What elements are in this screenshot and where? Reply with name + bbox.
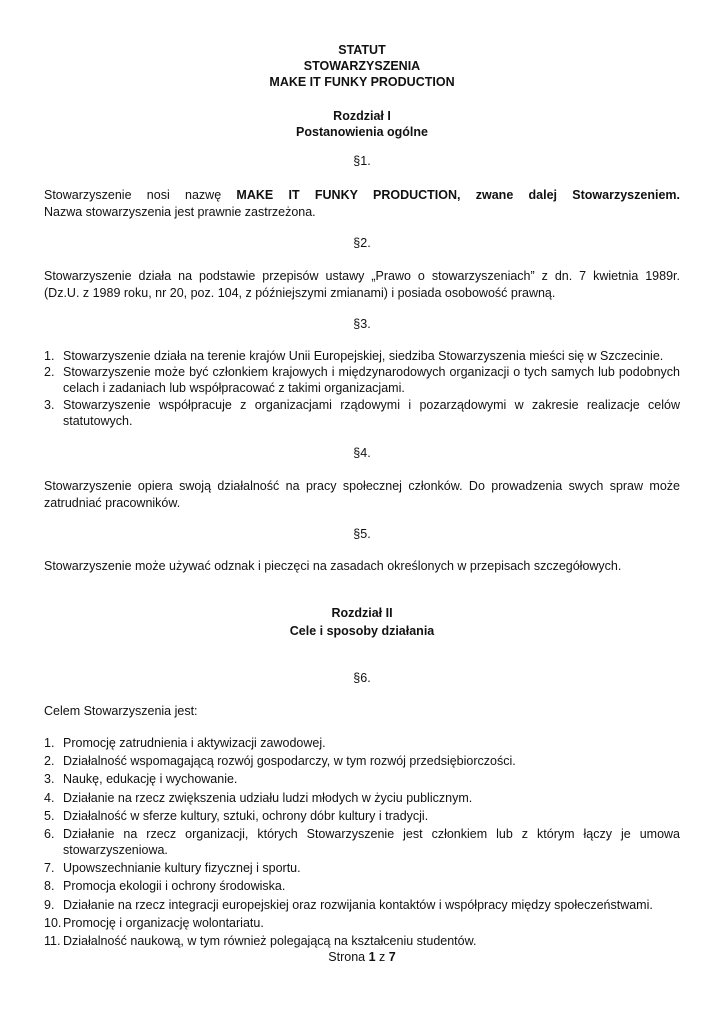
item-number: 9. (44, 897, 55, 912)
section-1-text (44, 187, 680, 220)
section-mark: §1. (353, 154, 371, 168)
item-text: Naukę, edukację i wychowanie. (63, 772, 238, 787)
item-number: 1. (44, 736, 55, 750)
section-6-intro: Celem Stowarzyszenia jest: (44, 704, 198, 718)
item-number: 11. (44, 933, 61, 948)
list-item (44, 364, 680, 396)
association-name: MAKE IT FUNKY PRODUCTION, zwane dalej Stowarzyszeniem. (236, 188, 680, 202)
item-text: Działalność wspomagającą rozwój gospodarczy, w tym rozwój przedsiębiorczości. (63, 754, 516, 769)
chapter-title: Rozdział I (333, 109, 391, 123)
section-mark: §2. (353, 236, 371, 250)
item-text: Promocja ekologii i ochrony środowiska. (63, 879, 286, 894)
list-item (44, 860, 680, 876)
text: Stowarzyszenie nosi nazwę (44, 188, 237, 202)
list-item (44, 397, 680, 429)
list-item (44, 348, 680, 364)
item-text: Działalność naukową, w tym również polegającą na kształceniu studentów. (63, 933, 477, 948)
item-number: 3. (44, 772, 55, 787)
section-mark: §6. (353, 671, 371, 685)
list-item (44, 826, 680, 858)
item-text: Stowarzyszenie działa na terenie krajów Unii Europejskiej, siedziba Stowarzyszenia mieści się w Szczecinie. (63, 349, 664, 363)
footer-label: Strona (328, 950, 366, 964)
list-item (44, 915, 680, 931)
section-mark: §5. (353, 527, 371, 541)
list-item (44, 878, 680, 894)
item-number: 2. (44, 754, 55, 769)
item-number: 8. (44, 879, 55, 894)
chapter-title: Rozdział II (331, 606, 393, 620)
section-4-text (44, 478, 680, 511)
item-number: 2. (44, 365, 55, 380)
item-number: 1. (44, 349, 55, 363)
section-mark: §4. (353, 446, 371, 460)
footer-of: z (379, 950, 386, 964)
section-3-list (44, 348, 680, 429)
line: Stowarzyszenie działa na podstawie przepisów ustawy „Prawo o stowarzyszeniach” z dn. 7 kwietnia 1989r. (44, 269, 680, 283)
item-text: Stowarzyszenie może być członkiem krajowych i międzynarodowych organizacji o tych samych lub podobnych celach i zadaniach lub współpracować z takimi organizacjami. (63, 365, 680, 396)
list-item (44, 735, 680, 751)
chapter-subtitle: Postanowienia ogólne (296, 125, 428, 139)
item-text: Stowarzyszenie współpracuje z organizacjami rządowymi i pozarządowymi w zakresie realizacje celów statutowych. (63, 397, 680, 428)
page-total: 7 (388, 950, 396, 964)
item-text: Działanie na rzecz organizacji, których Stowarzyszenie jest członkiem lub z którym łączy je umowa stowarzyszeniowa. (63, 826, 680, 857)
chapter-subtitle: Cele i sposoby działania (289, 624, 435, 638)
title-line: STOWARZYSZENIA (303, 59, 421, 73)
document-title (44, 42, 680, 90)
section-2-text (44, 268, 680, 301)
section-5-text: Stowarzyszenie może używać odznak i pieczęci na zasadach określonych w przepisach szczegółowych. (44, 559, 622, 573)
item-text: Promocję zatrudnienia i aktywizacji zawodowej. (63, 736, 326, 750)
list-item (44, 790, 680, 806)
item-number: 4. (44, 790, 55, 805)
line: (Dz.U. z 1989 roku, nr 20, poz. 104, z późniejszymi zmianami) i posiada osobowość prawną. (44, 285, 556, 300)
item-number: 3. (44, 397, 55, 412)
section-6-list (44, 735, 680, 951)
item-text: Działalność w sferze kultury, sztuki, ochrony dóbr kultury i tradycji. (63, 808, 429, 823)
line (44, 187, 680, 204)
item-text: Upowszechnianie kultury fizycznej i sportu. (63, 861, 301, 876)
item-text: Działanie na rzecz zwiększenia udziału ludzi młodych w życiu publicznym. (63, 790, 473, 805)
item-number: 7. (44, 861, 55, 876)
chapter-1-heading (44, 108, 680, 140)
item-text: Promocję i organizację wolontariatu. (63, 915, 264, 930)
page-number: 1 (368, 950, 376, 964)
chapter-2-heading (44, 604, 680, 640)
line: Stowarzyszenie opiera swoją działalność na pracy społecznej członków. Do prowadzenia swych spraw może (44, 479, 680, 493)
line: Nazwa stowarzyszenia jest prawnie zastrzeżona. (44, 204, 316, 219)
title-line: MAKE IT FUNKY PRODUCTION (269, 75, 455, 89)
item-number: 5. (44, 808, 55, 823)
list-item (44, 808, 680, 824)
item-number: 6. (44, 826, 55, 841)
item-text: Działanie na rzecz integracji europejskiej oraz rozwijania kontaktów i współpracy między społeczeństwami. (63, 897, 653, 912)
line: zatrudniać pracowników. (44, 495, 181, 510)
list-item (44, 771, 680, 787)
section-mark: §3. (353, 317, 371, 331)
list-item (44, 753, 680, 769)
list-item (44, 897, 680, 913)
title-line: STATUT (338, 43, 386, 57)
list-item (44, 933, 680, 949)
page-footer (44, 949, 680, 965)
item-number: 10. (44, 915, 62, 930)
